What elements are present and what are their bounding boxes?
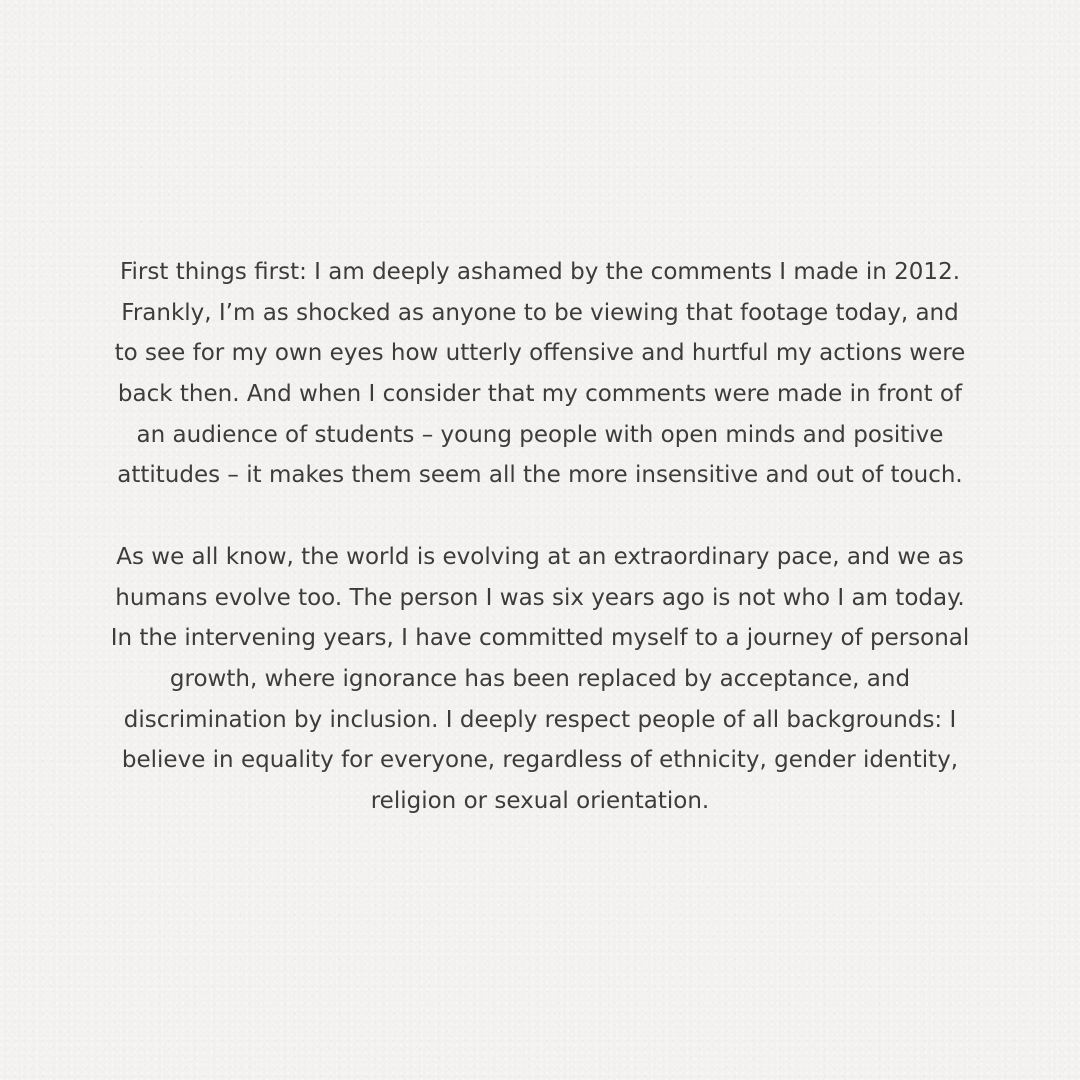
statement-line: As we all know, the world is evolving at an extraordinary pace, and we as: [116, 543, 964, 570]
statement-line: Frankly, I’m as shocked as anyone to be viewing that footage today, and: [121, 299, 959, 326]
statement-line: discrimination by inclusion. I deeply respect people of all backgrounds: I: [123, 706, 957, 733]
statement-text: [60, 252, 1020, 822]
statement-line: growth, where ignorance has been replaced by acceptance, and: [169, 665, 911, 692]
statement-line: First things first: I am deeply ashamed by the comments I made in 2012.: [119, 259, 961, 285]
statement-line: an audience of students – young people with open minds and positive: [136, 421, 944, 448]
statement-line: humans evolve too. The person I was six years ago is not who I am today.: [115, 584, 965, 611]
statement-line: believe in equality for everyone, regardless of ethnicity, gender identity,: [121, 747, 959, 774]
statement-paragraph-1: [60, 252, 1020, 496]
statement-line: to see for my own eyes how utterly offensive and hurtful my actions were: [114, 340, 966, 367]
statement-line: religion or sexual orientation.: [370, 787, 710, 814]
statement-line: In the intervening years, I have committed myself to a journey of personal: [110, 625, 970, 652]
statement-line: back then. And when I consider that my comments were made in front of: [117, 381, 963, 408]
paragraph-spacer: [60, 496, 1020, 537]
statement-line: attitudes – it makes them seem all the more insensitive and out of touch.: [117, 462, 963, 489]
statement-paragraph-2: [60, 537, 1020, 822]
